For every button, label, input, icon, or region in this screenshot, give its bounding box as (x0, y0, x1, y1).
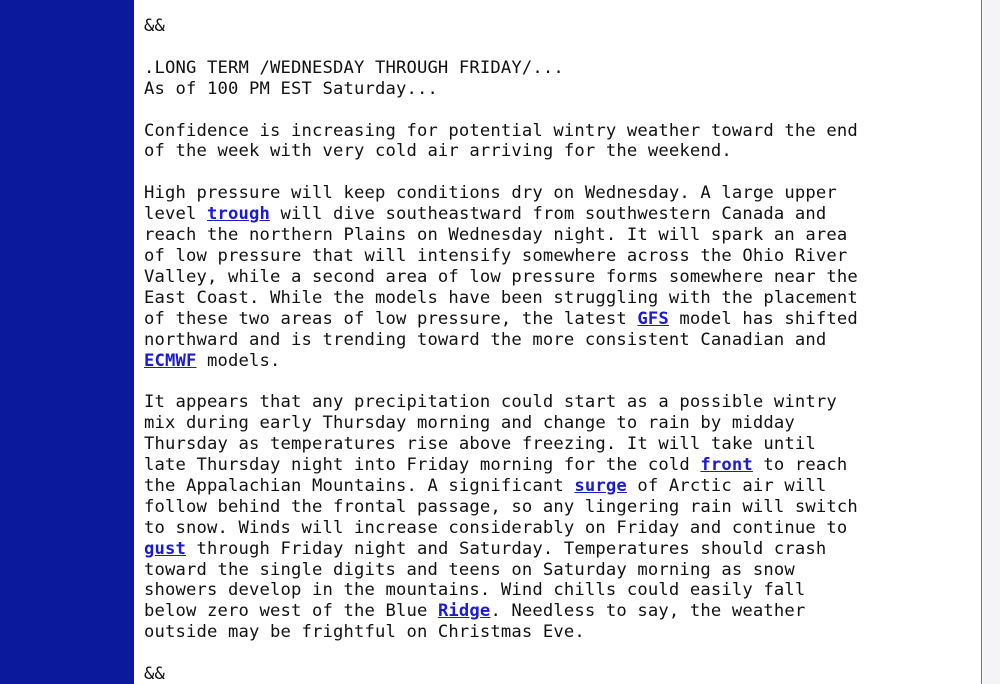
text-line: through Friday night and Saturday. Temperatures should crash (186, 538, 827, 559)
trough-link[interactable]: trough (207, 204, 270, 225)
text-line: the Appalachian Mountains. A significant (144, 475, 575, 496)
text-line: models. (196, 350, 281, 371)
gust-link[interactable]: gust (144, 538, 186, 559)
text-line: mix during early Thursday morning and change to rain by midday (144, 413, 795, 434)
text-line: Confidence is increasing for potential wintry weather toward the end (144, 120, 858, 141)
text-line: toward the single digits and teens on Saturday morning as snow (144, 559, 795, 580)
text-line: East Coast. While the models have been struggling with the placement (144, 287, 858, 308)
text-line: to reach (752, 455, 848, 476)
gfs-link[interactable]: GFS (637, 308, 669, 329)
text-line: It appears that any precipitation could start as a possible wintry (144, 392, 837, 413)
forecast-discussion-text (144, 16, 978, 684)
text-line: of the week with very cold air arriving for the weekend. (144, 141, 732, 162)
long-term-heading: .LONG TERM /WEDNESDAY THROUGH FRIDAY/... (144, 57, 564, 78)
text-line: . Needless to say, the weather (490, 601, 806, 622)
issued-time: As of 100 PM EST Saturday... (144, 78, 438, 99)
ecmwf-link[interactable]: ECMWF (144, 350, 197, 371)
text-line: late Thursday night into Friday morning for the cold (144, 455, 701, 476)
right-gutter (982, 0, 1000, 684)
text-line: follow behind the frontal passage, so any lingering rain will switch (144, 496, 858, 517)
text-line: will dive southeastward from southwestern Canada and (270, 204, 827, 225)
text-line: to snow. Winds will increase considerably on Friday and continue to (144, 517, 848, 538)
text-line: High pressure will keep conditions dry on Wednesday. A large upper (144, 183, 837, 204)
text-line: of low pressure that will intensify somewhere across the Ohio River (144, 245, 848, 266)
text-line: outside may be frightful on Christmas Eve. (144, 622, 585, 643)
left-sidebar (0, 0, 134, 684)
front-link[interactable]: front (700, 455, 753, 476)
text-line: of these two areas of low pressure, the latest (144, 308, 638, 329)
section-separator: && (144, 16, 165, 36)
text-line: showers develop in the mountains. Wind chills could easily fall (144, 580, 806, 601)
text-line: level (144, 204, 207, 225)
text-line: below zero west of the Blue (144, 601, 438, 622)
ridge-link[interactable]: Ridge (437, 601, 491, 622)
text-line: Thursday as temperatures rise above freezing. It will take until (144, 434, 816, 455)
text-line: model has shifted (668, 308, 858, 329)
text-line: Valley, while a second area of low pressure forms somewhere near the (144, 266, 858, 287)
surge-link[interactable]: surge (574, 475, 627, 496)
section-separator: && (144, 664, 165, 684)
text-line: of Arctic air will (626, 475, 827, 496)
text-line: reach the northern Plains on Wednesday night. It will spark an area (144, 225, 848, 246)
text-line: northward and is trending toward the more consistent Canadian and (144, 329, 827, 350)
